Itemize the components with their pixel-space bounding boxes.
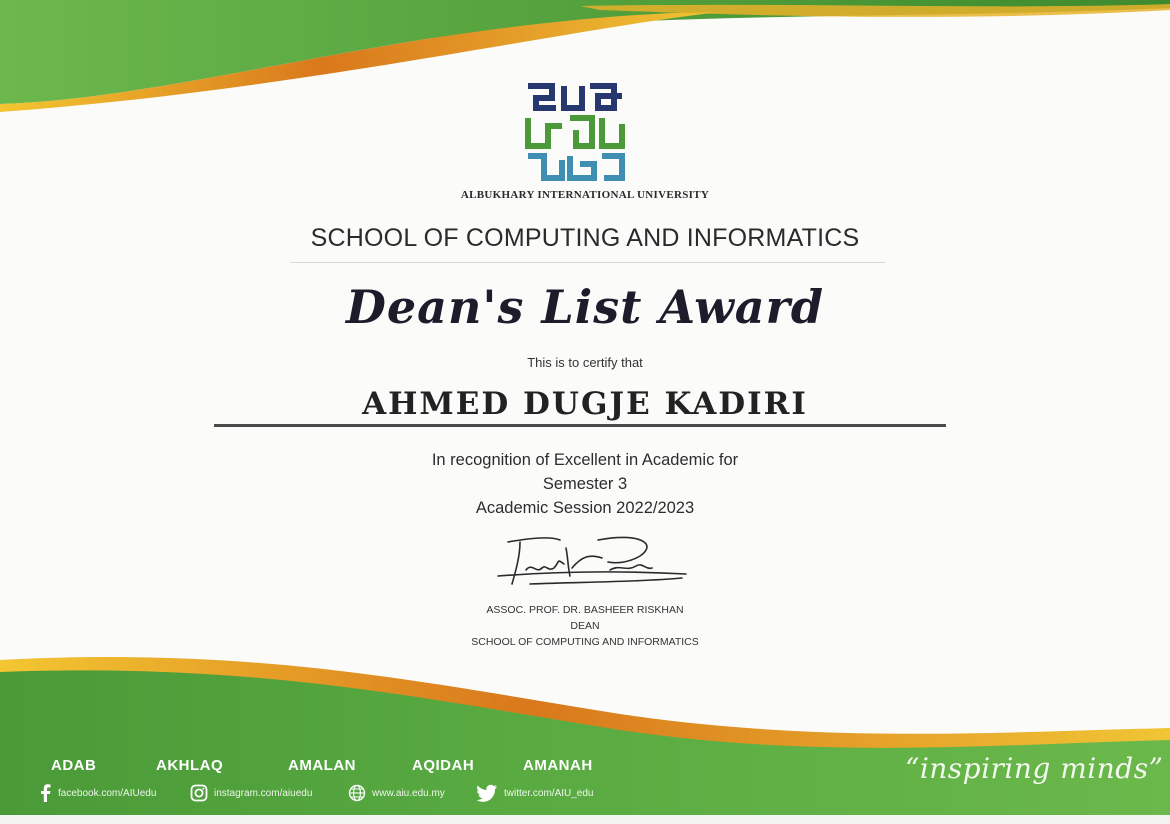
twitter-link[interactable] [476, 784, 593, 802]
instagram-icon [190, 784, 208, 802]
university-name: ALBUKHARY INTERNATIONAL UNIVERSITY [460, 189, 710, 201]
globe-icon [348, 784, 366, 802]
facebook-link[interactable] [38, 784, 156, 802]
recognition-line: In recognition of Excellent in Academic for [431, 451, 739, 469]
value-aqidah: AQIDAH [412, 757, 475, 774]
value-amanah: AMANAH [523, 757, 593, 774]
certify-text: This is to certify that [527, 355, 643, 370]
divider [290, 262, 885, 263]
twitter-icon [476, 784, 498, 802]
value-adab: ADAB [51, 757, 97, 774]
facebook-icon [38, 784, 52, 802]
twitter-text: twitter.com/AIU_edu [504, 787, 594, 799]
school-name: SCHOOL OF COMPUTING AND INFORMATICS [310, 224, 860, 252]
award-title: Dean's List Award [345, 280, 824, 334]
session-line: Academic Session 2022/2023 [475, 499, 695, 517]
signatory-name: ASSOC. PROF. DR. BASHEER RISKHAN [486, 604, 684, 616]
signature [490, 528, 700, 608]
website-text: www.aiu.edu.my [372, 787, 445, 799]
name-underline [214, 424, 946, 427]
instagram-link[interactable] [190, 784, 312, 802]
value-akhlaq: AKHLAQ [156, 757, 224, 774]
website-link[interactable] [348, 784, 445, 802]
signatory-position: DEAN [570, 620, 600, 632]
semester-line: Semester 3 [542, 475, 628, 493]
instagram-text: instagram.com/aiuedu [214, 787, 313, 799]
slogan: “inspiring minds” [905, 752, 1164, 785]
signatory-department: SCHOOL OF COMPUTING AND INFORMATICS [471, 636, 699, 648]
university-logo [522, 80, 630, 184]
value-amalan: AMALAN [288, 757, 356, 774]
facebook-text: facebook.com/AIUedu [58, 787, 157, 799]
recipient-name: AHMED DUGJE KADIRI [362, 386, 808, 422]
